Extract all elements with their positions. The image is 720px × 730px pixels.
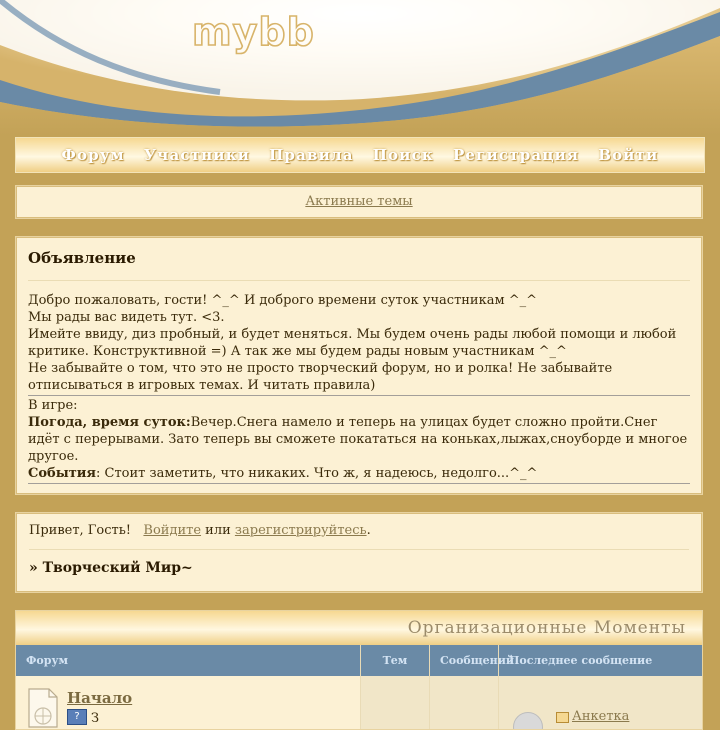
forum-category-panel [15,610,703,730]
table-row [16,676,702,730]
nav-search[interactable]: Поиск [372,146,434,164]
register-link[interactable]: зарегистрируйтесь [234,523,367,538]
period-text: . [366,523,371,538]
forum-doc-icon [28,688,58,728]
forum-cell [16,676,361,730]
events-label: События [28,466,97,481]
announcement-line: Имейте ввиду, диз пробный, и будет меняться. Мы будем очень рады любой помощи и любой критике. Конструктивной =) А так же мы будем рады новым участникам ^_^ [28,327,677,359]
announcement-line: Не забывайте о том, что это не просто творческий форум, но и ролка! Не забывайте отписываться в игровых темах. И читать правила) [28,361,613,393]
announcement-line: Мы рады вас видеть тут. <3. [28,310,225,325]
welcome-panel [15,512,703,593]
greeting-text: Привет, Гость! [29,523,132,538]
main-navigation [15,137,705,173]
category-title: Организационные Моменты [16,611,702,645]
divider [28,280,690,281]
weather-text: Вечер.Снега намело и теперь на улицах будет сложно пройти.Снег идёт с перерывами. Зато теперь вы сможете покататься на коньках,лыжах,сноуборде и многое другое. [28,415,688,464]
or-text: или [205,523,231,538]
divider [28,483,690,484]
nav-rules[interactable]: Правила [269,146,354,164]
avatar[interactable] [513,712,543,730]
mybb-logo[interactable]: mybb [192,10,315,54]
login-link[interactable]: Войдите [143,523,202,538]
nav-register[interactable]: Регистрация [452,146,580,164]
welcome-line [29,523,689,538]
weather-label: Погода, время суток: [28,415,191,430]
active-topics-link[interactable]: Активные темы [305,194,413,209]
active-topics-bar [15,185,703,219]
events-info [28,465,690,482]
events-text: : Стоит заметить, что никаких. Что ж, я надеюсь, недолго...^_^ [96,466,538,481]
forum-name-link[interactable]: Начало [67,689,133,707]
divider [29,549,689,550]
breadcrumb[interactable]: » Творческий Мир~ [29,560,193,576]
nav-forum[interactable]: Форум [61,146,125,164]
help-icon: ? [67,709,87,725]
forum-subtext: З [91,711,100,726]
nav-users[interactable]: Участники [143,146,251,164]
divider [28,395,690,396]
column-forum: Форум [16,645,361,676]
column-last-post: Последнее сообщение [509,654,653,667]
nav-login[interactable]: Войти [598,146,659,164]
site-header [0,0,720,135]
last-post-link[interactable]: Анкетка [572,709,630,724]
posts-count-cell [430,676,499,730]
ingame-label: В игре: [28,398,78,413]
header-banner [0,0,720,135]
announcement-panel [15,236,703,495]
topics-count-cell [361,676,430,730]
weather-info [28,414,690,465]
column-topics: Тем [361,645,430,676]
announcement-title: Объявление [28,249,136,267]
column-posts: Сообщений [430,645,499,676]
post-icon [556,712,569,723]
last-post-cell [499,676,702,730]
announcement-line: Добро пожаловать, гости! ^_^ И доброго времени суток участникам ^_^ [28,293,537,308]
table-header [16,645,702,676]
